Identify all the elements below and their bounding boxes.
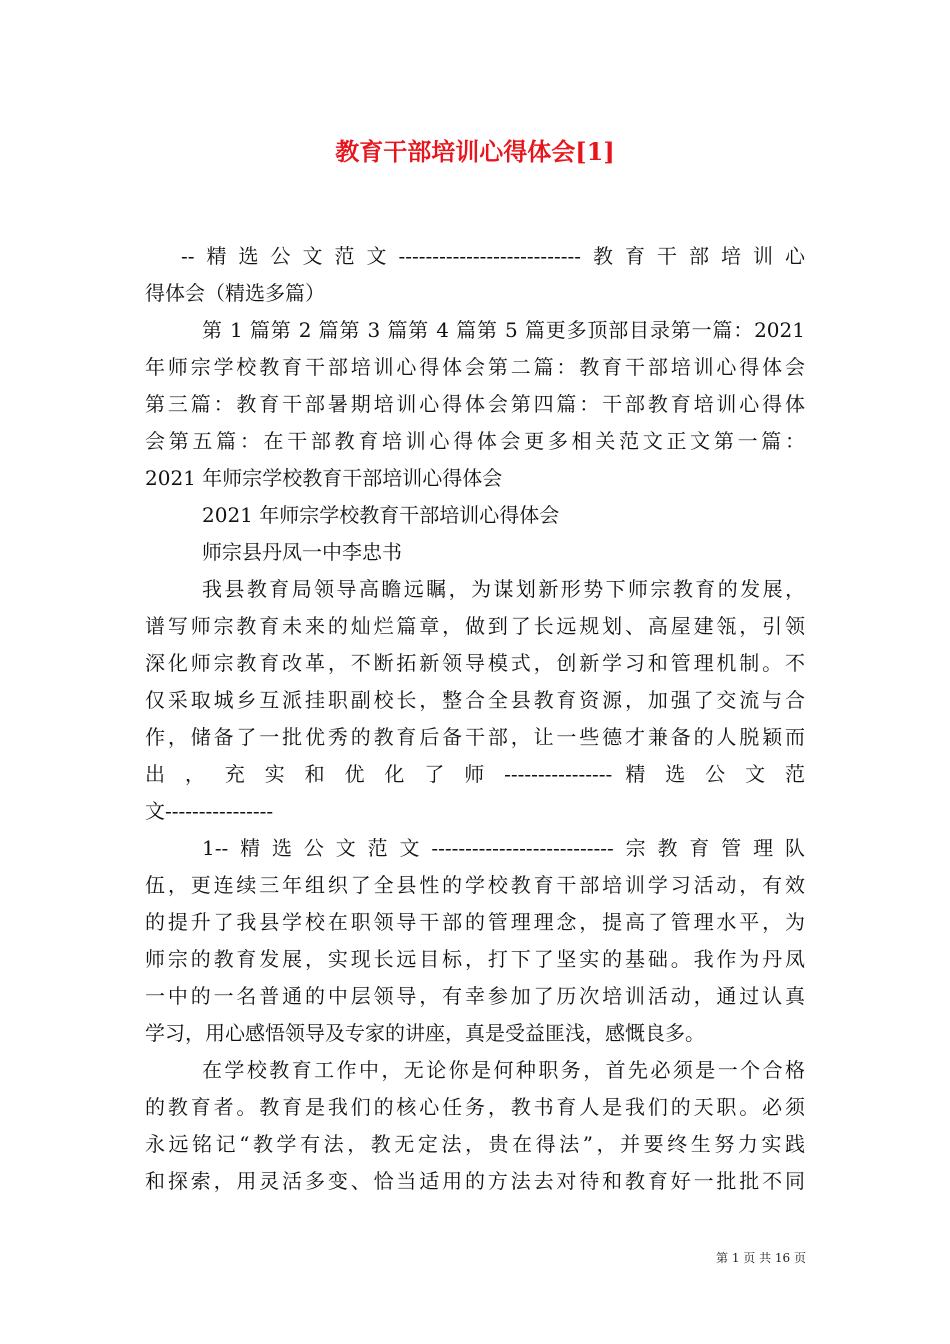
text-line: 师宗县丹凤一中李忠书 <box>202 540 402 564</box>
document-body <box>145 238 805 1200</box>
text-line: 的教育者。教育是我们的核心任务，教书育人是我们的天职。必须 <box>145 1095 805 1119</box>
text-line: --精选公文范文---------------------------教育干部培训心 <box>181 244 805 268</box>
text-line: 的提升了我县学校在职领导干部的管理理念，提高了管理水平，为 <box>145 910 805 934</box>
page-number: 第 1 页 共 16 页 <box>716 1251 806 1265</box>
text-line: 仅采取城乡互派挂职副校长，整合全县教育资源，加强了交流与合 <box>145 688 805 712</box>
text-line: 在学校教育工作中，无论你是何种职务，首先必须是一个合格 <box>202 1058 805 1082</box>
text-line: 文---------------- <box>145 799 274 823</box>
text-line: 伍，更连续三年组织了全县性的学校教育干部培训学习活动，有效 <box>145 873 805 897</box>
text-line: 作，储备了一批优秀的教育后备干部，让一些德才兼备的人脱颖而 <box>145 725 805 749</box>
text-line: 2021 年师宗学校教育干部培训心得体会 <box>145 466 503 490</box>
text-line: 深化师宗教育改革，不断拓新领导模式，创新学习和管理机制。不 <box>145 651 805 675</box>
text-line: 第 1 篇第 2 篇第 3 篇第 4 篇第 5 篇更多顶部目录第一篇：2021 <box>202 318 805 342</box>
text-line: 出 ， 充 实 和 优 化 了 师 ---------------- 精 选 公 文 范 <box>145 762 805 786</box>
document-title: 教育干部培训心得体会[1] <box>335 137 615 166</box>
text-line: 一中的一名普通的中层领导，有幸参加了历次培训活动，通过认真 <box>145 984 805 1008</box>
text-line: 学习，用心感悟领导及专家的讲座，真是受益匪浅，感慨良多。 <box>145 1021 705 1045</box>
text-line: 永远铭记“教学有法，教无定法，贵在得法”，并要终生努力实践 <box>145 1132 805 1156</box>
text-line: 得体会（精选多篇） <box>145 281 325 305</box>
text-line: 1--精选公文范文---------------------------宗教育管理队 <box>202 836 805 860</box>
text-line: 我县教育局领导高瞻远瞩，为谋划新形势下师宗教育的发展， <box>202 577 805 601</box>
text-line: 和探索，用灵活多变、恰当适用的方法去对待和教育好一批批不同 <box>145 1169 805 1193</box>
text-line: 2021 年师宗学校教育干部培训心得体会 <box>202 503 560 527</box>
text-line: 第三篇：教育干部暑期培训心得体会第四篇：干部教育培训心得体 <box>145 392 805 416</box>
text-line: 谱写师宗教育未来的灿烂篇章，做到了长远规划、高屋建瓴，引领 <box>145 614 805 638</box>
text-line: 年师宗学校教育干部培训心得体会第二篇：教育干部培训心得体会 <box>145 355 805 379</box>
text-line: 会第五篇：在干部教育培训心得体会更多相关范文正文第一篇： <box>145 429 805 453</box>
text-line: 师宗的教育发展，实现长远目标，打下了坚实的基础。我作为丹凤 <box>145 947 805 971</box>
